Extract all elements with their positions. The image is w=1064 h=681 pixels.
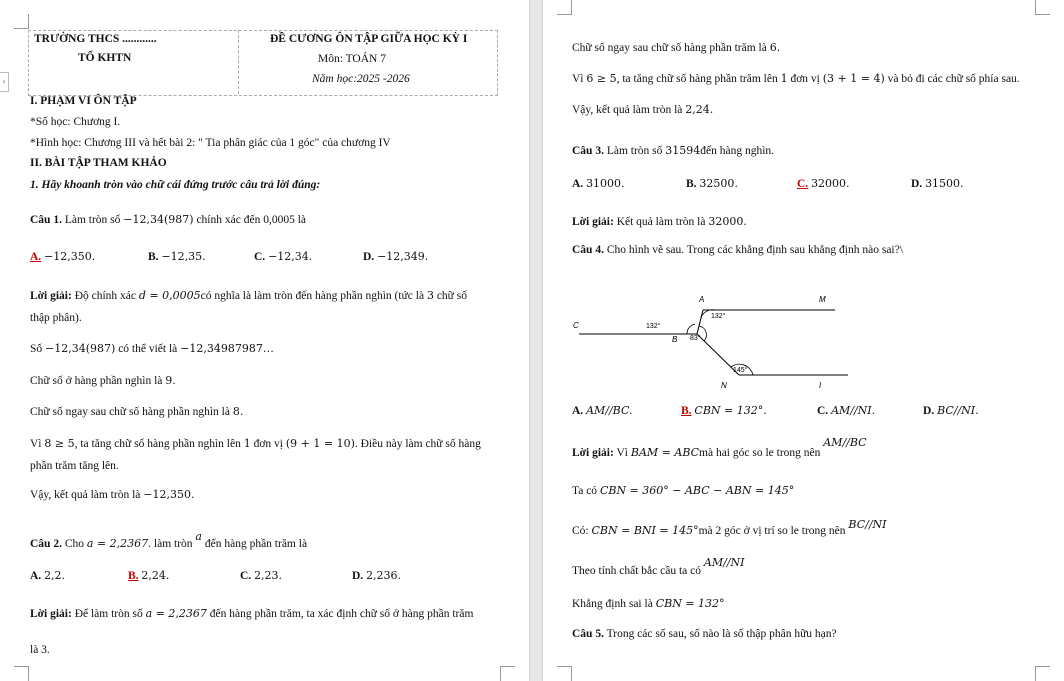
solution-line: Vậy, kết quả làm tròn là −12,350.	[30, 488, 195, 501]
answer-option-c[interactable]: C. −12,34.	[254, 250, 313, 263]
document-page-left	[0, 0, 529, 681]
solution-line: Lời giải: Vì BAM = ABCmà hai góc so le trong nên AM//BC	[572, 436, 867, 459]
section-heading: II. BÀI TẬP THAM KHẢO	[30, 157, 167, 169]
margin-corner-mark	[14, 14, 29, 29]
angle-label: 132°	[646, 323, 661, 330]
solution-line: Có: CBN = BNI = 145°mà 2 góc ở vị trí so le trong nên BC//NI	[572, 518, 887, 537]
department-name: TỔ KHTN	[78, 52, 132, 64]
document-page-right	[543, 0, 1064, 681]
solution-line: Chữ số ngay sau chữ số hàng phần nghìn là 8.	[30, 405, 244, 418]
answer-option-c[interactable]: C. 2,23.	[240, 569, 283, 582]
question-label: Câu 4.	[572, 244, 604, 256]
answer-option-a[interactable]: A. −12,350.	[30, 250, 96, 263]
question-label: Câu 2.	[30, 538, 62, 550]
solution-line: thập phân).	[30, 312, 82, 324]
answer-option-a[interactable]: A. 2,2.	[30, 569, 66, 582]
margin-corner-mark	[557, 666, 572, 681]
margin-corner-mark	[557, 0, 572, 15]
question-4: Câu 4. Cho hình vẽ sau. Trong các khẳng định sau khẳng định nào sai?\	[572, 244, 903, 256]
solution-line: Số −12,34(987) có thể viết là −12,34987987…	[30, 342, 274, 355]
point-label-n: N	[721, 381, 727, 390]
angle-label: 145°	[733, 367, 748, 374]
collapse-ruler-tab[interactable]: ›	[0, 72, 9, 92]
question-3: Câu 3. Làm tròn số 31594đến hàng nghìn.	[572, 144, 775, 157]
point-label-b: B	[672, 335, 678, 344]
angle-label: 83°	[690, 335, 701, 342]
margin-corner-mark	[14, 666, 29, 681]
section-heading: I. PHẠM VI ÔN TẬP	[30, 95, 137, 107]
solution-line: Lời giải: Để làm tròn số a = 2,2367 đến hàng phần trăm, ta xác định chữ số ở hàng phần trăm	[30, 607, 474, 620]
solution-line: Ta có CBN = 360° − ABC − ABN = 145°	[572, 484, 795, 497]
answer-option-a[interactable]: A. 31000.	[572, 177, 625, 190]
school-name: TRƯỜNG THCS ............	[34, 33, 157, 45]
question-1: Câu 1. Làm tròn số −12,34(987) chính xác đến 0,0005 là	[30, 213, 306, 226]
instruction-text: 1. Hãy khoanh tròn vào chữ cái đứng trước câu trả lời đúng:	[30, 179, 321, 191]
point-label-a: A	[699, 295, 705, 304]
question-label: Câu 5.	[572, 628, 604, 640]
solution-line: Khẳng định sai là CBN = 132°	[572, 597, 725, 610]
angle-label: 132°	[711, 313, 726, 320]
answer-option-b[interactable]: B. 2,24.	[128, 569, 170, 582]
answer-option-b[interactable]: B. CBN = 132°.	[681, 404, 767, 417]
school-year: Năm học:2025 -2026	[312, 73, 410, 85]
solution-line: Lời giải: Độ chính xác d = 0,0005có nghĩa là làm tròn đến hàng phần nghìn (tức là 3 chữ số	[30, 289, 467, 302]
question-2: Câu 2. Cho a = 2,2367. làm tròn a đến hàng phần trăm là	[30, 530, 308, 550]
question-5: Câu 5. Trong các số sau, số nào là số thập phân hữu hạn?	[572, 628, 837, 640]
subject-label: Môn: TOÁN 7	[318, 53, 386, 65]
scope-arithmetic: *Số học: Chương I.	[30, 116, 121, 128]
solution-line: Lời giải: Kết quả làm tròn là 32000.	[572, 215, 747, 228]
margin-corner-mark	[1035, 0, 1050, 15]
point-label-i: I	[819, 381, 822, 390]
answer-option-d[interactable]: D. BC//NI.	[923, 404, 979, 417]
solution-line: Chữ số ngay sau chữ số hàng phần trăm là 6.	[572, 41, 781, 54]
answer-option-c[interactable]: C. 32000.	[797, 177, 850, 190]
line-ab	[697, 310, 703, 334]
margin-corner-mark	[500, 666, 515, 681]
point-label-c: C	[573, 321, 579, 330]
point-label-m: M	[819, 295, 826, 304]
question-label: Câu 3.	[572, 145, 604, 157]
header-table-divider	[238, 30, 239, 94]
answer-option-d[interactable]: D. 2,236.	[352, 569, 402, 582]
solution-line: Vì 6 ≥ 5, ta tăng chữ số hàng phần trăm lên 1 đơn vị (3 + 1 = 4) và bỏ đi các chữ số phía sau.	[572, 72, 1020, 85]
margin-corner-mark	[1035, 666, 1050, 681]
answer-option-b[interactable]: B. −12,35.	[148, 250, 206, 263]
angle-arc	[687, 324, 695, 334]
solution-line: phần trăm tăng lên.	[30, 460, 119, 472]
document-title: ĐỀ CƯƠNG ÔN TẬP GIỮA HỌC KỲ I	[270, 33, 468, 45]
solution-line: Chữ số ở hàng phần nghìn là 9.	[30, 374, 176, 387]
solution-line: Theo tính chất bắc cầu ta có AM//NI	[572, 556, 745, 577]
answer-option-a[interactable]: A. AM//BC.	[572, 404, 633, 417]
question-label: Câu 1.	[30, 214, 62, 226]
answer-option-c[interactable]: C. AM//NI.	[817, 404, 876, 417]
answer-option-b[interactable]: B. 32500.	[686, 177, 738, 190]
answer-option-d[interactable]: D. −12,349.	[363, 250, 429, 263]
scope-geometry: *Hình học: Chương III và hết bài 2: " Tia phân giác của 1 góc" của chương IV	[30, 137, 391, 149]
answer-option-d[interactable]: D. 31500.	[911, 177, 964, 190]
solution-line: Vậy, kết quả làm tròn là 2,24.	[572, 103, 714, 116]
solution-line: Vì 8 ≥ 5, ta tăng chữ số hàng phần nghìn lên 1 đơn vị (9 + 1 = 10). Điều này làm chữ số hàng	[30, 437, 481, 450]
geometry-figure	[563, 288, 863, 398]
solution-line: là 3.	[30, 644, 50, 656]
